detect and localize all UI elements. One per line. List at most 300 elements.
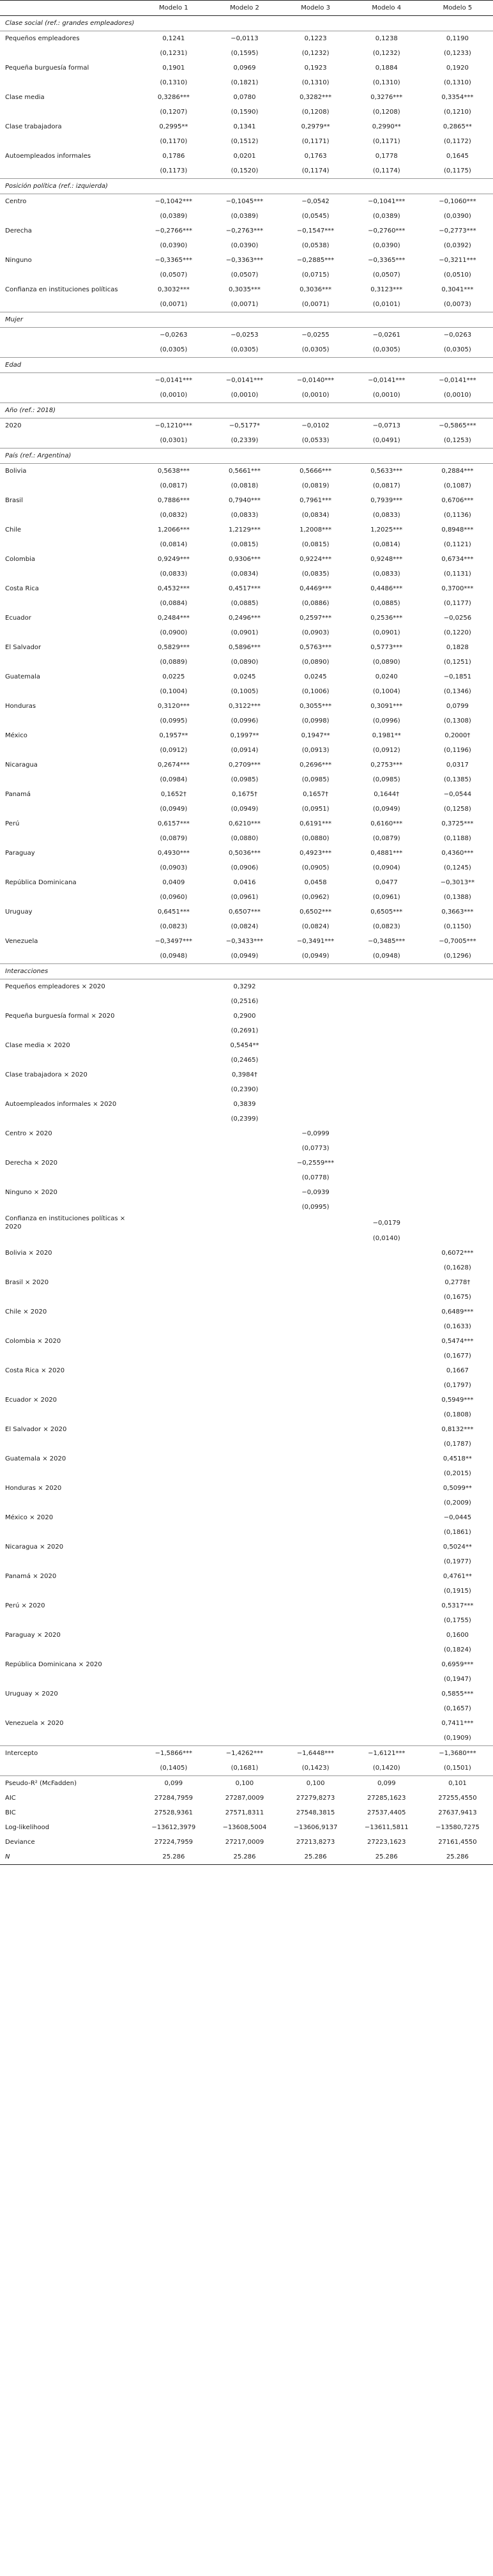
standard-error-cell: (0,0948): [160, 953, 188, 960]
standard-error-cell: (0,1657): [444, 1705, 471, 1712]
standard-error-cell: [422, 1231, 493, 1246]
coefficient-cell: [351, 1393, 422, 1407]
coefficient-cell: 0,4360***: [441, 850, 474, 857]
coefficient-row: [0, 418, 493, 434]
standard-error-cell: (0,0903): [301, 629, 330, 636]
standard-error-row: [0, 342, 493, 358]
standard-error-row: [0, 890, 493, 905]
coefficient-cell: [351, 1185, 422, 1200]
standard-error-cell: (0,0985): [231, 776, 259, 783]
standard-error-cell: (0,0951): [301, 806, 330, 813]
coefficient-cell: [138, 1215, 209, 1231]
standard-error-cell: (0,0305): [301, 346, 330, 353]
standard-error-cell: [138, 1407, 209, 1422]
standard-error-cell: (0,0884): [160, 600, 188, 607]
coefficient-cell: −0,0255: [280, 328, 351, 343]
standard-error-row: [0, 1407, 493, 1422]
standard-error-cell: (0,1308): [444, 717, 471, 724]
coefficient-cell: −0,3491***: [296, 938, 335, 945]
standard-error-cell: [280, 1701, 351, 1716]
standard-error-row: [0, 743, 493, 758]
variable-label: Confianza en instituciones políticas × 2020: [5, 1215, 126, 1230]
coefficient-row: [0, 493, 493, 508]
variable-label: Ecuador × 2020: [5, 1397, 57, 1404]
statistic-cell: −13612,3979: [151, 1824, 196, 1831]
standard-error-cell: [138, 1437, 209, 1452]
standard-error-cell: (0,1595): [231, 50, 259, 57]
coefficient-row: [0, 670, 493, 684]
variable-label: Uruguay × 2020: [5, 1690, 58, 1698]
fit-statistic-row: [0, 1835, 493, 1850]
standard-error-cell: (0,1677): [444, 1353, 471, 1360]
statistic-cell: −13608,5004: [222, 1824, 267, 1831]
coefficient-cell: [280, 979, 351, 995]
coefficient-cell: −0,3365***: [155, 257, 193, 264]
coefficient-cell: 0,0245: [233, 673, 256, 680]
standard-error-cell: (0,1675): [444, 1294, 471, 1301]
standard-error-cell: [422, 1112, 493, 1126]
standard-error-cell: (0,0715): [301, 272, 330, 279]
standard-error-cell: (0,1808): [444, 1411, 471, 1418]
standard-error-row: [0, 433, 493, 448]
standard-error-row: [0, 1319, 493, 1334]
coefficient-cell: 0,7961***: [300, 497, 332, 504]
variable-label: Panamá: [5, 791, 31, 798]
coefficient-cell: 0,0240: [375, 673, 398, 680]
coefficient-row: [0, 1569, 493, 1584]
variable-label: Panamá × 2020: [5, 1573, 57, 1580]
coefficient-cell: 0,1238: [351, 31, 422, 47]
standard-error-blank: [0, 655, 138, 670]
coefficient-cell: 0,3984†: [231, 1071, 257, 1078]
section-label: Año (ref.: 2018): [0, 403, 493, 418]
coefficient-row: [0, 552, 493, 567]
standard-error-cell: [209, 1319, 280, 1334]
variable-label: Guatemala × 2020: [5, 1455, 66, 1462]
statistic-label: Pseudo-R² (McFadden): [0, 1776, 138, 1791]
coefficient-cell: 0,5855***: [441, 1690, 474, 1698]
coefficient-cell: −0,3365***: [368, 257, 406, 264]
coefficient-cell: [351, 1598, 422, 1613]
coefficient-cell: 0,1997**: [230, 732, 259, 739]
coefficient-cell: 0,2496***: [228, 615, 261, 622]
standard-error-cell: (0,1207): [160, 109, 188, 116]
standard-error-cell: [351, 994, 422, 1009]
variable-label: Derecha × 2020: [5, 1160, 58, 1167]
standard-error-cell: (0,2009): [444, 1499, 471, 1506]
coefficient-row: [0, 758, 493, 772]
standard-error-cell: (0,1388): [444, 894, 471, 901]
standard-error-cell: (0,0824): [301, 923, 330, 930]
coefficient-cell: 0,5317***: [441, 1602, 474, 1609]
section-label: País (ref.: Argentina): [0, 448, 493, 464]
standard-error-cell: (0,0538): [301, 242, 330, 249]
standard-error-row: [0, 994, 493, 1009]
variable-label: Chile: [5, 526, 22, 533]
standard-error-cell: [280, 1584, 351, 1598]
standard-error-blank: [0, 134, 138, 149]
standard-error-cell: [138, 1290, 209, 1305]
standard-error-blank: [0, 1200, 138, 1215]
standard-error-row: [0, 831, 493, 846]
section-label: Edad: [0, 358, 493, 373]
coefficient-cell: −0,1210***: [138, 418, 209, 434]
variable-label: México: [5, 732, 27, 739]
statistic-cell: 27571,8311: [225, 1809, 264, 1816]
standard-error-cell: (0,1173): [160, 167, 188, 174]
coefficient-cell: 0,0416: [233, 879, 256, 886]
standard-error-blank: [0, 297, 138, 312]
variable-label: Pequeños empleadores × 2020: [0, 979, 138, 995]
coefficient-cell: [351, 1009, 422, 1023]
standard-error-cell: [351, 1731, 422, 1746]
coefficient-row: [0, 1628, 493, 1643]
standard-error-cell: (0,1232): [301, 50, 330, 57]
fit-statistic-row: [0, 1805, 493, 1820]
standard-error-cell: (0,0817): [372, 482, 400, 489]
coefficient-cell: [209, 1569, 280, 1584]
coefficient-cell: 0,1786: [162, 153, 185, 160]
standard-error-blank: [0, 714, 138, 728]
coefficient-cell: [280, 1009, 351, 1023]
standard-error-cell: [138, 1349, 209, 1363]
standard-error-cell: (0,1172): [444, 138, 471, 145]
standard-error-cell: [422, 1082, 493, 1097]
coefficient-cell: [138, 1598, 209, 1613]
standard-error-cell: [209, 1731, 280, 1746]
standard-error-cell: (0,1196): [444, 747, 471, 754]
coefficient-cell: [351, 1334, 422, 1349]
standard-error-cell: [138, 1378, 209, 1393]
statistic-cell: 25.286: [422, 1850, 493, 1865]
standard-error-cell: [351, 1082, 422, 1097]
standard-error-cell: (0,0880): [301, 835, 330, 842]
standard-error-cell: (0,0998): [301, 717, 330, 724]
coefficient-cell: 0,1923: [304, 65, 327, 72]
coefficient-cell: 0,1947**: [301, 732, 330, 739]
standard-error-cell: (0,0778): [301, 1174, 330, 1181]
coefficient-cell: [280, 1687, 351, 1701]
coefficient-cell: 0,7940***: [228, 497, 261, 504]
standard-error-cell: (0,0814): [372, 541, 400, 548]
coefficient-cell: [209, 1628, 280, 1643]
statistic-cell: 0,099: [138, 1776, 209, 1791]
coefficient-cell: −0,3013**: [440, 879, 475, 886]
coefficient-cell: 0,3091***: [370, 703, 403, 710]
coefficient-cell: 0,6451***: [157, 908, 190, 916]
coefficient-cell: 1,2066***: [157, 526, 190, 533]
coefficient-row: [0, 224, 493, 238]
statistic-cell: 0,099: [351, 1776, 422, 1791]
coefficient-cell: 0,9248***: [370, 556, 403, 563]
coefficient-cell: 0,5633***: [351, 464, 422, 479]
standard-error-cell: (0,1824): [444, 1646, 471, 1653]
standard-error-blank: [0, 1231, 138, 1246]
coefficient-cell: 0,2778†: [444, 1279, 471, 1286]
coefficient-row: [0, 979, 493, 995]
coefficient-row: [0, 328, 493, 343]
standard-error-cell: [138, 1141, 209, 1156]
coefficient-cell: 0,1828: [446, 644, 469, 651]
standard-error-row: [0, 1141, 493, 1156]
statistic-label: BIC: [5, 1809, 16, 1816]
coefficient-row: [0, 1334, 493, 1349]
standard-error-cell: (0,0390): [444, 213, 471, 220]
coefficient-cell: [209, 1540, 280, 1554]
standard-error-cell: (0,0815): [231, 541, 259, 548]
standard-error-cell: [209, 1349, 280, 1363]
standard-error-cell: (0,0392): [444, 242, 471, 249]
standard-error-cell: [351, 1554, 422, 1569]
coefficient-cell: [138, 1068, 209, 1082]
standard-error-cell: (0,1385): [444, 776, 471, 783]
standard-error-row: [0, 1200, 493, 1215]
standard-error-row: [0, 861, 493, 875]
standard-error-row: [0, 1378, 493, 1393]
coefficient-cell: [138, 1393, 209, 1407]
coefficient-cell: 0,8132***: [441, 1426, 474, 1433]
coefficient-cell: [209, 1334, 280, 1349]
standard-error-cell: (0,1220): [444, 629, 471, 636]
standard-error-row: [0, 1290, 493, 1305]
standard-error-blank: [0, 861, 138, 875]
standard-error-cell: (0,0995): [160, 717, 188, 724]
statistic-cell: 27223,1623: [367, 1839, 406, 1846]
standard-error-blank: [0, 1141, 138, 1156]
coefficient-cell: −0,0544: [443, 791, 472, 798]
statistic-cell: 27224,7959: [154, 1839, 193, 1846]
standard-error-cell: [209, 1290, 280, 1305]
coefficient-row: [0, 699, 493, 714]
standard-error-cell: (0,0901): [372, 629, 400, 636]
coefficient-cell: 0,1763: [304, 153, 327, 160]
coefficient-cell: [351, 1305, 422, 1319]
coefficient-row: [0, 1068, 493, 1082]
coefficient-cell: −0,0999: [301, 1130, 330, 1137]
standard-error-cell: [422, 1053, 493, 1068]
standard-error-blank: [0, 1613, 138, 1628]
coefficient-cell: 0,1778: [375, 153, 398, 160]
standard-error-blank: [0, 994, 138, 1009]
coefficient-cell: [209, 1246, 280, 1261]
standard-error-row: [0, 164, 493, 179]
coefficient-cell: −0,0141***: [209, 373, 280, 388]
standard-error-cell: [351, 1349, 422, 1363]
standard-error-cell: [209, 1407, 280, 1422]
coefficient-cell: [422, 1038, 493, 1053]
coefficient-cell: [209, 1716, 280, 1731]
standard-error-cell: [280, 1319, 351, 1334]
standard-error-cell: (0,0833): [372, 512, 400, 519]
standard-error-cell: [209, 1141, 280, 1156]
standard-error-cell: (0,0010): [372, 392, 400, 399]
statistic-label: N: [0, 1850, 138, 1865]
standard-error-cell: (0,0071): [160, 301, 188, 308]
coefficient-row: [0, 905, 493, 919]
coefficient-cell: 0,5036***: [228, 850, 261, 857]
coefficient-cell: 0,2000†: [444, 732, 471, 739]
standard-error-blank: [0, 508, 138, 523]
standard-error-cell: (0,0890): [301, 659, 330, 666]
coefficient-cell: 0,0780: [233, 94, 256, 101]
coefficient-cell: −0,0141***: [422, 373, 493, 388]
standard-error-cell: (0,0073): [444, 301, 471, 308]
variable-label: República Dominicana × 2020: [5, 1661, 102, 1668]
standard-error-cell: (0,0507): [160, 272, 188, 279]
coefficient-cell: −1,6121***: [351, 1746, 422, 1761]
standard-error-cell: (0,0140): [372, 1235, 400, 1242]
standard-error-cell: (0,0823): [372, 923, 400, 930]
standard-error-row: [0, 772, 493, 787]
standard-error-cell: (0,0905): [301, 864, 330, 871]
standard-error-row: [0, 105, 493, 119]
table-body: [0, 16, 493, 1865]
coefficient-cell: 0,3663***: [441, 908, 474, 916]
coefficient-row: [0, 61, 493, 75]
standard-error-cell: (0,2516): [231, 998, 259, 1005]
standard-error-cell: (0,1681): [209, 1761, 280, 1776]
standard-error-blank: [0, 1082, 138, 1097]
standard-error-cell: (0,2339): [231, 437, 259, 444]
coefficient-cell: −0,0141***: [351, 373, 422, 388]
coefficient-row: [0, 1687, 493, 1701]
coefficient-cell: [422, 1185, 493, 1200]
coefficient-cell: 0,3286***: [157, 94, 190, 101]
standard-error-cell: (0,0305): [160, 346, 188, 353]
standard-error-cell: (0,0834): [231, 571, 259, 578]
standard-error-cell: (0,0903): [160, 864, 188, 871]
coefficient-cell: [209, 1657, 280, 1672]
statistic-cell: 0,100: [280, 1776, 351, 1791]
coefficient-cell: −0,0445: [443, 1514, 472, 1521]
standard-error-cell: [351, 1053, 422, 1068]
standard-error-blank: [0, 949, 138, 964]
standard-error-cell: (0,1296): [444, 953, 471, 960]
coefficient-cell: 0,0477: [375, 879, 398, 886]
coefficient-cell: 0,6507***: [228, 908, 261, 916]
coefficient-row: [0, 31, 493, 47]
coefficient-row: [0, 90, 493, 105]
variable-label: Venezuela × 2020: [5, 1720, 64, 1727]
variable-label: [0, 373, 138, 388]
coefficient-cell: 0,3122***: [228, 703, 261, 710]
coefficient-cell: 0,4881***: [370, 850, 403, 857]
variable-label: El Salvador: [5, 644, 42, 651]
statistic-cell: 0,101: [422, 1776, 493, 1791]
standard-error-cell: (0,0880): [231, 835, 259, 842]
coefficient-cell: 0,1241: [138, 31, 209, 47]
standard-error-row: [0, 949, 493, 964]
standard-error-cell: (0,0510): [444, 272, 471, 279]
coefficient-cell: 0,4930***: [157, 850, 190, 857]
coefficient-cell: −0,1547***: [296, 227, 335, 234]
standard-error-blank: [0, 1701, 138, 1716]
standard-error-blank: [0, 802, 138, 816]
coefficient-cell: 0,5896***: [228, 644, 261, 651]
coefficient-cell: [280, 1215, 351, 1231]
coefficient-row: [0, 1598, 493, 1613]
variable-label: 2020: [0, 418, 138, 434]
coefficient-row: [0, 1481, 493, 1496]
standard-error-row: [0, 1437, 493, 1452]
standard-error-blank: [0, 209, 138, 224]
coefficient-cell: [351, 1246, 422, 1261]
standard-error-cell: (0,0949): [372, 806, 400, 813]
statistic-cell: 0,100: [209, 1776, 280, 1791]
standard-error-cell: (0,1821): [231, 79, 259, 86]
coefficient-cell: 0,3354***: [441, 94, 474, 101]
coefficient-cell: [280, 1363, 351, 1378]
statistic-label: Deviance: [5, 1839, 35, 1846]
standard-error-cell: [209, 1613, 280, 1628]
section-label: Interacciones: [0, 964, 493, 979]
standard-error-cell: (0,0890): [372, 659, 400, 666]
coefficient-cell: 0,2709***: [228, 762, 261, 769]
coefficient-cell: 0,3839: [233, 1101, 256, 1108]
variable-label: Ecuador: [5, 615, 31, 622]
coefficient-cell: [351, 1097, 422, 1112]
coefficient-row: [0, 1510, 493, 1525]
standard-error-cell: (0,0949): [231, 806, 259, 813]
standard-error-cell: (0,0832): [160, 512, 188, 519]
standard-error-cell: [351, 1319, 422, 1334]
coefficient-row: [0, 1422, 493, 1437]
standard-error-row: [0, 1731, 493, 1746]
standard-error-cell: [351, 1672, 422, 1687]
coefficient-cell: 0,5763***: [300, 644, 332, 651]
standard-error-cell: (0,1253): [444, 437, 471, 444]
coefficient-cell: [422, 1068, 493, 1082]
standard-error-cell: (0,1004): [160, 688, 188, 695]
standard-error-row: [0, 268, 493, 282]
standard-error-row: [0, 567, 493, 581]
standard-error-cell: [422, 1023, 493, 1038]
standard-error-cell: (0,0507): [231, 272, 259, 279]
standard-error-cell: (0,0834): [301, 512, 330, 519]
coefficient-row: [0, 1275, 493, 1290]
standard-error-row: [0, 1082, 493, 1097]
coefficient-cell: 0,5454**: [230, 1042, 259, 1049]
standard-error-cell: [138, 1643, 209, 1657]
statistic-cell: 27213,8273: [296, 1839, 335, 1846]
coefficient-cell: 0,3725***: [441, 820, 474, 827]
standard-error-row: [0, 1613, 493, 1628]
coefficient-cell: −0,2773***: [439, 227, 476, 234]
standard-error-cell: [351, 1407, 422, 1422]
standard-error-blank: [0, 46, 138, 61]
coefficient-cell: 0,2597***: [300, 615, 332, 622]
standard-error-cell: [138, 1701, 209, 1716]
variable-label: Clase trabajadora × 2020: [5, 1071, 87, 1078]
standard-error-row: [0, 388, 493, 403]
standard-error-cell: [138, 1554, 209, 1569]
variable-label: Honduras: [5, 703, 36, 710]
coefficient-cell: 0,2865**: [443, 123, 472, 130]
variable-label: Paraguay: [5, 850, 35, 857]
coefficient-row: [0, 787, 493, 802]
coefficient-cell: −0,3497***: [155, 938, 193, 945]
standard-error-cell: (0,1210): [444, 109, 471, 116]
standard-error-row: [0, 1584, 493, 1598]
coefficient-cell: [280, 1246, 351, 1261]
coefficient-cell: −0,1851: [443, 673, 472, 680]
coefficient-cell: [209, 1598, 280, 1613]
coefficient-cell: 0,1675†: [231, 791, 257, 798]
coefficient-row: [0, 282, 493, 297]
coefficient-row: [0, 1746, 493, 1761]
standard-error-row: [0, 625, 493, 640]
standard-error-cell: (0,1310): [444, 79, 471, 86]
